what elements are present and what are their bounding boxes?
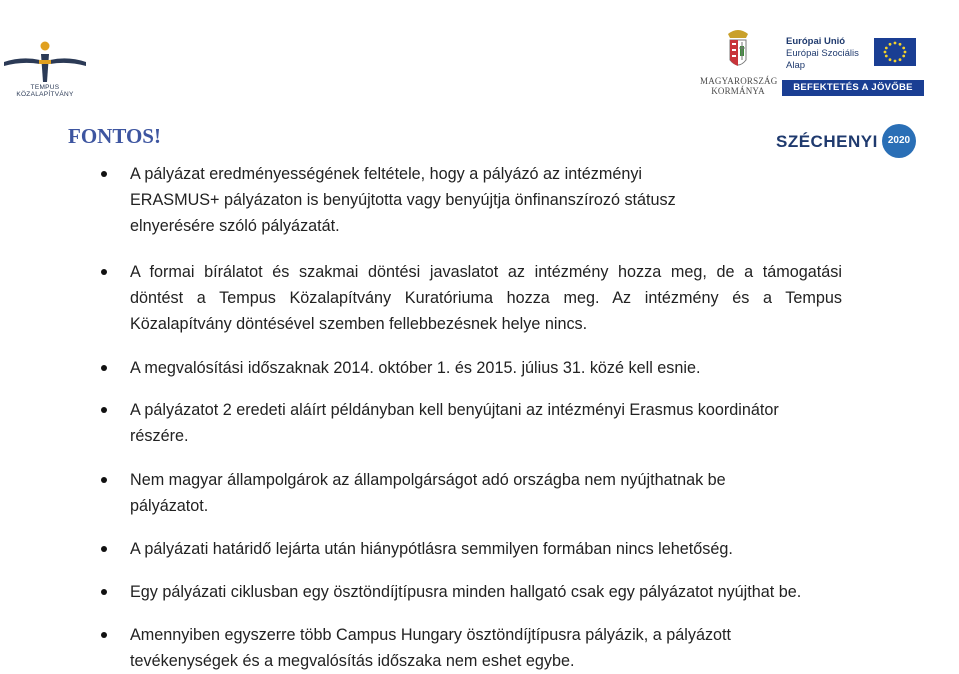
bullet-icon	[101, 171, 107, 177]
list-item-line: A formai bírálatot és szakmai döntési javaslatot az intézmény hozza meg, de a támogatási	[130, 263, 842, 281]
bullet-icon	[101, 477, 107, 483]
tempus-kozalapitvany-logo	[2, 40, 88, 98]
eu-line3: Alap	[786, 60, 806, 71]
list-item	[130, 397, 842, 449]
bullet-icon	[101, 269, 107, 275]
eu-line2: Európai Szociális	[786, 48, 859, 59]
list-item-line: A pályázat eredményességének feltétele, hogy a pályázó az intézményi	[130, 165, 643, 183]
kormany-line1: MAGYARORSZÁG	[700, 76, 778, 86]
eu-esza-logo	[782, 34, 924, 96]
bullet-icon	[101, 407, 107, 413]
list-item-line: tevékenységek és a megvalósítás időszaka nem eshet egybe.	[130, 652, 575, 670]
list-item-line: Egy pályázati ciklusban egy ösztöndíjtípusra minden hallgató csak egy pályázatot nyújthat be.	[130, 583, 802, 601]
tempus-logo-text: TEMPUS KÖZALAPÍTVÁNY	[16, 84, 74, 98]
bullet-icon	[101, 632, 107, 638]
bullet-icon	[101, 546, 107, 552]
hungarian-coat-of-arms-icon	[700, 26, 776, 76]
list-item-line: elnyerésére szóló pályázatát.	[130, 217, 340, 235]
list-item	[130, 355, 842, 381]
szechenyi-2020-logo	[776, 124, 918, 172]
bullet-icon	[101, 365, 107, 371]
list-item	[130, 161, 704, 239]
list-item-line: ERASMUS+ pályázaton is benyújtotta vagy benyújtja önfinanszírozó státusz	[130, 191, 676, 209]
magyarorszag-kormanya-logo	[700, 26, 776, 98]
list-item	[130, 579, 842, 605]
list-item	[130, 536, 842, 562]
list-item-line: döntést a Tempus Közalapítvány Kuratóriuma hozza meg. Az intézmény és a Tempus	[130, 289, 842, 307]
list-item	[130, 622, 842, 674]
eu-line1: Európai Unió	[786, 36, 846, 47]
list-item-line: pályázatot.	[130, 497, 209, 515]
szechenyi-word: SZÉCHENYI	[776, 132, 878, 151]
list-item-line: Nem magyar állampolgárok az állampolgárságot adó országba nem nyújthatnak be	[130, 471, 726, 489]
tempus-emblem-icon	[2, 40, 88, 84]
eu-banner-text: BEFEKTETÉS A JÖVŐBE	[782, 80, 924, 96]
list-item-line: A pályázati határidő lejárta után hiánypótlásra semmilyen formában nincs lehetőség.	[130, 540, 733, 558]
bullet-icon	[101, 589, 107, 595]
page-title: FONTOS!	[68, 124, 161, 148]
list-item	[130, 259, 842, 337]
list-item-line: A megvalósítási időszaknak 2014. október 1. és 2015. július 31. közé kell esnie.	[130, 359, 701, 377]
list-item-line: A pályázatot 2 eredeti aláírt példányban kell benyújtani az intézményi Erasmus koordinátor	[130, 401, 779, 419]
list-item-line: Közalapítvány döntésével szemben fellebbezésnek helye nincs.	[130, 315, 588, 333]
list-item	[130, 467, 842, 519]
list-item-line: részére.	[130, 427, 189, 445]
eu-flag-icon	[874, 38, 916, 66]
szechenyi-2020-badge: 2020	[882, 124, 916, 158]
list-item-line: Amennyiben egyszerre több Campus Hungary ösztöndíjtípusra pályázik, a pályázott	[130, 626, 732, 644]
kormany-line2: KORMÁNYA	[711, 86, 765, 96]
